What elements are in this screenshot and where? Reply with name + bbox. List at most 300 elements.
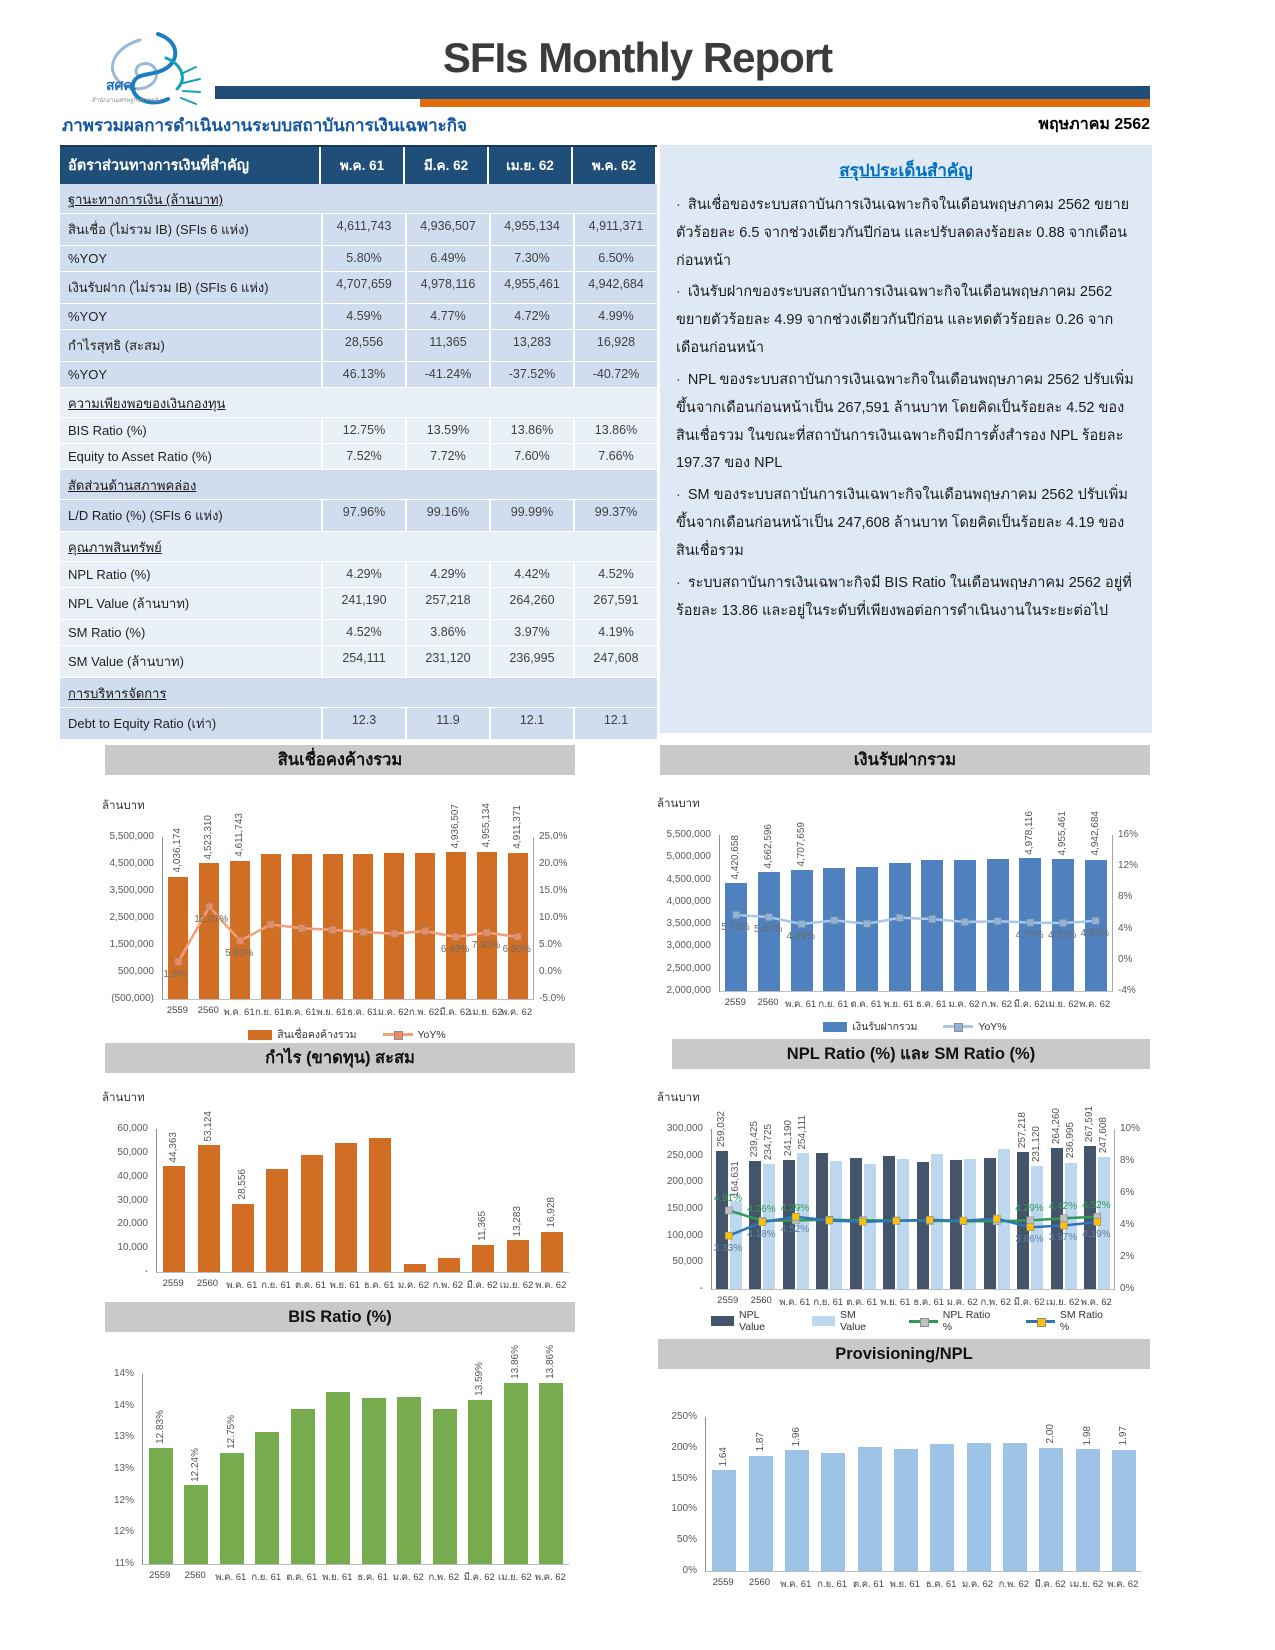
table-section-title: สัดส่วนด้านสภาพคล่อง (60, 470, 657, 500)
x-axis-label: 2560 (196, 1278, 219, 1289)
x-axis-label: ต.ค. 61 (286, 1572, 318, 1583)
y-axis-tick: 200,000 (666, 1176, 703, 1188)
bar-value-label: 257,218 (1017, 1111, 1029, 1148)
legend-item: สินเชื่อคงค้างรวม (248, 1026, 356, 1043)
table-row: %YOY 5.80% 6.49% 7.30% 6.50% (60, 246, 657, 272)
table-row: สินเชื่อ (ไม่รวม IB) (SFIs 6 แห่ง) 4,611,743 4,936,507 4,955,134 4,911,371 (60, 214, 657, 246)
x-axis-label: 2560 (757, 997, 779, 1008)
line-value-label: 5.47% (754, 924, 783, 936)
x-axis-label: ก.ย. 61 (817, 1579, 848, 1590)
x-axis-label: 2560 (197, 1005, 219, 1016)
y2-axis-tick: 12% (1118, 860, 1139, 872)
bar (255, 1432, 279, 1564)
deposits-chart (655, 775, 1155, 1037)
line-value-label: 7.30% (471, 939, 501, 951)
chart-title-npl-sm: NPL Ratio (%) และ SM Ratio (%) (672, 1039, 1150, 1069)
summary-title: สรุปประเด็นสำคัญ (839, 161, 973, 180)
bar-value-label: 12.83% (154, 1410, 166, 1445)
axis-unit-label: ล้านบาท (657, 798, 700, 810)
bar-value-label: 1.64 (718, 1446, 730, 1466)
table-section-title: คุณภาพสินทรัพย์ (60, 532, 657, 562)
x-axis-label: ก.ย. 61 (251, 1572, 282, 1583)
y2-axis-tick: 25.0% (539, 831, 568, 842)
x-axis-label: ม.ค. 62 (961, 1579, 994, 1590)
y2-axis-tick: 15.0% (539, 885, 568, 896)
y2-axis-tick: 10% (1120, 1123, 1141, 1134)
x-axis-label: ก.ย. 61 (261, 1280, 292, 1291)
chart-plot-area (162, 803, 534, 1000)
chart-plot-area (142, 1344, 569, 1565)
axis-unit-label: ล้านบาท (102, 800, 145, 812)
bar-value-label: 4,911,371 (511, 805, 523, 849)
y-axis-tick: 50% (676, 1534, 697, 1546)
chart-plot-area (705, 1417, 1142, 1572)
bar (539, 1383, 563, 1564)
x-axis-label: ก.พ. 62 (980, 1297, 1011, 1308)
bar-value-label: 234,725 (763, 1123, 775, 1160)
y-axis-tick: 300,000 (666, 1123, 703, 1134)
summary-bullet: · เงินรับฝากของระบบสถาบันการเงินเฉพาะกิจในเดือนพฤษภาคม 2562 ขยายตัวร้อยละ 4.99 จากช่วงเดียวกันปีก่อน และหดตัวร้อยละ 0.26 จากเดือนก่อนหน้า (676, 284, 1114, 357)
x-axis-label: ก.พ. 62 (432, 1280, 464, 1291)
table-row: Debt to Equity Ratio (เท่า) 12.3 11.9 12.1 12.1 (60, 708, 657, 740)
x-axis-label: เม.ย. 62 (1045, 999, 1079, 1010)
table-row: %YOY 46.13% -41.24% -37.52% -40.72% (60, 362, 657, 388)
line-value-label: 4.18% (747, 1229, 776, 1241)
y-axis-tick: 5,000,000 (666, 851, 711, 863)
y-axis-tick: 12% (113, 1494, 134, 1506)
bar (472, 1245, 494, 1272)
x-axis-label: ธ.ค. 61 (347, 1007, 378, 1018)
y-axis-tick: 4,500,000 (666, 873, 711, 885)
x-axis-label: ม.ค. 62 (946, 1297, 978, 1308)
bar-value-label: 236,995 (1064, 1122, 1076, 1159)
bar-value-label: 1.97 (1117, 1426, 1129, 1446)
bar-value-label: 4,611,743 (234, 813, 246, 857)
bar (712, 1470, 736, 1571)
x-axis-label: ม.ค. 62 (377, 1007, 409, 1018)
table-row: NPL Ratio (%) 4.29% 4.29% 4.42% 4.52% (60, 562, 657, 588)
x-axis-label: ต.ค. 61 (294, 1280, 326, 1291)
x-axis-label: พ.ค. 61 (780, 1579, 812, 1590)
y-axis-tick: 250% (671, 1411, 697, 1422)
y-axis-tick: 5,500,000 (666, 829, 711, 840)
bar (1076, 1449, 1100, 1571)
summary-box (660, 145, 1152, 733)
chart-legend (711, 1309, 1113, 1333)
x-axis-label: พ.ย. 61 (880, 1297, 911, 1308)
table-row: SM Value (ล้านบาท) 254,111 231,120 236,995 247,608 (60, 646, 657, 678)
x-axis-label: ต.ค. 61 (852, 1579, 884, 1590)
legend-line-swatch (909, 1320, 938, 1323)
x-axis-label: พ.ค. 61 (215, 1572, 247, 1583)
bis-ratio-chart (100, 1332, 582, 1590)
y2-axis-tick: 4% (1118, 922, 1133, 934)
legend-swatch (823, 1022, 847, 1032)
x-axis-label: มี.ค. 62 (463, 1572, 495, 1583)
x-axis-label: ธ.ค. 61 (925, 1579, 957, 1590)
orange-divider-bar (420, 99, 1150, 107)
table-row: เงินรับฝาก (ไม่รวม IB) (SFIs 6 แห่ง) 4,707,659 4,978,116 4,955,461 4,942,684 (60, 272, 657, 304)
legend-item: NPL Value (711, 1309, 786, 1333)
bar (821, 1453, 845, 1571)
bar (433, 1409, 457, 1564)
legend-line-swatch (1026, 1320, 1055, 1323)
bar (504, 1383, 528, 1564)
legend-item: NPL Ratio % (909, 1309, 1000, 1333)
line-value-label: 6.50% (502, 943, 531, 955)
y-axis-tick: 250,000 (666, 1149, 703, 1161)
y-axis-tick: 200% (671, 1441, 697, 1453)
line-value-label: 4.29% (780, 1203, 810, 1215)
table-section-title: การบริหารจัดการ (60, 678, 657, 708)
y2-axis-tick: 0% (1118, 953, 1133, 965)
line-value-label: 12.07% (194, 913, 229, 925)
x-axis-label: ธ.ค. 61 (357, 1572, 389, 1583)
bar-value-label: 4,420,658 (730, 834, 742, 880)
y-axis-tick: (500,000) (111, 993, 154, 1004)
bar-value-label: 4,662,596 (763, 823, 774, 869)
bar-value-label: 4,523,310 (203, 814, 215, 860)
bar (1039, 1448, 1063, 1571)
bar (266, 1169, 288, 1272)
bar-value-label: 264,260 (1050, 1107, 1062, 1145)
y-axis-tick: 11% (114, 1558, 134, 1569)
x-axis-label: 2560 (748, 1577, 771, 1588)
y2-axis-tick: 8% (1118, 891, 1133, 903)
bar (149, 1448, 173, 1564)
x-axis-label: ก.ย. 61 (813, 1297, 844, 1308)
legend-item: SM Value (812, 1309, 883, 1333)
x-axis-label: ธ.ค. 61 (913, 1297, 945, 1308)
y2-axis-tick: 0.0% (539, 966, 562, 977)
x-axis-label: ธ.ค. 61 (916, 999, 947, 1010)
line-value-label: 6.49% (440, 943, 470, 955)
y-axis-tick: 40,000 (117, 1170, 148, 1182)
line-value-label: 4.26% (747, 1203, 776, 1215)
x-axis-label: ม.ค. 62 (948, 999, 980, 1010)
bar (163, 1166, 185, 1272)
y-axis-tick: 30,000 (117, 1194, 148, 1206)
line-value-label: 4.91% (713, 1193, 743, 1205)
bar (749, 1456, 773, 1571)
report-month: พฤษภาคม 2562 (1038, 116, 1150, 133)
y-axis-tick: 500,000 (117, 966, 154, 977)
y-axis-tick: 100% (671, 1503, 697, 1515)
line-value-label: 4.72% (1048, 929, 1077, 941)
bar (541, 1232, 563, 1272)
y-axis-tick: 150% (671, 1472, 697, 1484)
x-axis-label: 2560 (750, 1295, 772, 1306)
summary-bullet: · ระบบสถาบันการเงินเฉพาะกิจมี BIS Ratio ในเดือนพฤษภาคม 2562 อยู่ที่ร้อยละ 13.86 และอยู่ในระดับที่เพียงพอต่อการดำเนินงานในระยะต่อไป (676, 574, 1132, 619)
x-axis-label: เม.ย. 62 (497, 1572, 532, 1583)
x-axis-label: ต.ค. 61 (850, 999, 882, 1010)
table-row: %YOY 4.59% 4.77% 4.72% 4.99% (60, 304, 657, 330)
chart-plot-area (719, 810, 1113, 992)
bar (894, 1449, 918, 1571)
bar-value-label: 12.24% (190, 1447, 202, 1482)
bar (301, 1155, 323, 1272)
bar-value-label: 13.86% (545, 1344, 557, 1379)
y2-axis-tick: 10.0% (539, 912, 568, 923)
summary-bullets (676, 192, 1136, 625)
x-axis-label: พ.ค. 62 (1107, 1579, 1139, 1590)
x-axis-label: 2560 (184, 1570, 206, 1581)
y-axis-tick: 60,000 (117, 1123, 148, 1134)
x-axis-label: พ.ค. 61 (785, 999, 817, 1010)
x-axis-label: มี.ค. 62 (439, 1007, 471, 1018)
line-value-label: 3.97% (1048, 1232, 1078, 1244)
legend-item: SM Ratio % (1026, 1309, 1113, 1333)
bar-value-label: 231,120 (1031, 1125, 1043, 1162)
y2-axis-tick: 0% (1120, 1283, 1135, 1294)
x-axis-label: พ.ค. 61 (779, 1297, 811, 1308)
chart-legend (719, 1018, 1111, 1035)
x-axis-label: ม.ค. 62 (392, 1572, 424, 1583)
y-axis-tick: 10,000 (117, 1242, 148, 1254)
line-value-label: 4.29% (1015, 1203, 1044, 1215)
bar (335, 1143, 357, 1272)
logo-text: สศค. (106, 77, 137, 93)
legend-line-swatch (383, 1033, 413, 1036)
y2-axis-tick: 4% (1120, 1219, 1135, 1230)
line-value-label: 4.59% (786, 930, 816, 942)
bar (397, 1397, 421, 1564)
report-subtitle: ภาพรวมผลการดำเนินงานระบบสถาบันการเงินเฉพาะกิจ (62, 116, 467, 135)
bar (785, 1450, 809, 1571)
axis-unit-label: ล้านบาท (102, 1092, 145, 1104)
bar-value-label: 4,707,659 (795, 821, 807, 867)
line-value-label: 4.99% (1080, 927, 1110, 939)
x-axis-label: พ.ย. 61 (883, 999, 914, 1010)
x-axis-label: พ.ค. 61 (226, 1280, 258, 1291)
x-axis-label: พ.ค. 62 (501, 1007, 533, 1018)
bar-value-label: 13.59% (474, 1362, 486, 1396)
bar-value-label: 4,955,134 (480, 803, 492, 848)
bar-value-label: 1.96 (790, 1426, 802, 1447)
bar (468, 1400, 492, 1564)
x-axis-label: พ.ค. 62 (1079, 999, 1111, 1010)
bar (198, 1145, 220, 1272)
line-value-label: 1.9% (163, 968, 187, 980)
x-axis-label: มี.ค. 62 (1013, 1297, 1045, 1308)
y2-axis-tick: -4% (1118, 985, 1136, 996)
table-row: SM Ratio (%) 4.52% 3.86% 3.97% 4.19% (60, 620, 657, 646)
y-axis-tick: 20,000 (117, 1218, 148, 1230)
bar-value-label: 1.87 (754, 1432, 766, 1452)
x-axis-label: ก.พ. 62 (998, 1579, 1030, 1590)
y-axis-tick: 2,500,000 (666, 962, 711, 974)
y-axis-tick: - (144, 1266, 148, 1277)
x-axis-label: 2559 (712, 1577, 734, 1588)
bar-value-label: 259,032 (715, 1110, 727, 1147)
bar-value-label: 254,111 (796, 1114, 808, 1150)
y-axis-tick: 2,000,000 (666, 985, 711, 996)
line-value-label: 4.42% (1048, 1201, 1078, 1213)
x-axis-label: พ.ย. 61 (316, 1007, 347, 1018)
y-axis-tick: 3,500,000 (109, 885, 154, 896)
line-value-label: 4.52% (780, 1223, 810, 1235)
x-axis-label: ต.ค. 61 (846, 1297, 878, 1308)
chart-plot-area (711, 1106, 1115, 1290)
npl-sm-ratio-chart (655, 1069, 1155, 1335)
chart-title-deposits: เงินรับฝากรวม (660, 745, 1150, 775)
y2-axis-tick: 20.0% (539, 858, 568, 869)
legend-item: เงินรับฝากรวม (823, 1018, 917, 1035)
x-axis-label: ก.พ. 62 (428, 1572, 459, 1583)
summary-bullet: · SM ของระบบสถาบันการเงินเฉพาะกิจในเดือนพฤษภาคม 2562 ปรับเพิ่มขึ้นจากเดือนก่อนหน้าเป็น 247,608 ล้านบาท โดยคิดเป็นร้อยละ 4.19 ของสินเชื่อรวม (676, 487, 1128, 559)
bar-value-label: 247,608 (1098, 1116, 1110, 1153)
bar-value-label: 239,425 (749, 1121, 761, 1158)
x-axis-label: เม.ย. 62 (499, 1280, 534, 1291)
y2-axis-tick: 8% (1120, 1155, 1135, 1166)
x-axis-label: มี.ค. 62 (466, 1280, 498, 1291)
bar (858, 1447, 882, 1571)
x-axis-label: พ.ย. 61 (889, 1579, 920, 1590)
x-axis-label: พ.ค. 62 (534, 1572, 566, 1583)
x-axis-label: 2559 (149, 1570, 171, 1581)
cumulative-profit-chart (100, 1073, 582, 1298)
x-axis-label: มี.ค. 62 (1013, 999, 1045, 1010)
y2-axis-tick: 5.0% (539, 939, 562, 950)
y-axis-tick: 4,000,000 (666, 895, 711, 907)
x-axis-label: ต.ค. 61 (285, 1007, 317, 1018)
bar (507, 1240, 529, 1272)
x-axis-label: ม.ค. 62 (397, 1280, 430, 1291)
y-axis-tick: - (699, 1283, 703, 1294)
x-axis-label: พ.ค. 61 (223, 1007, 255, 1018)
y-axis-tick: 3,500,000 (666, 918, 711, 930)
bar (291, 1409, 315, 1564)
bar-value-label: 13.86% (509, 1344, 521, 1379)
legend-line-swatch (943, 1025, 973, 1028)
bar-value-label: 44,363 (168, 1131, 180, 1163)
loans-outstanding-chart (100, 775, 582, 1045)
bar-value-label: 12.75% (225, 1415, 237, 1450)
x-axis-label: พ.ค. 62 (1080, 1297, 1112, 1308)
y-axis-tick: 13% (113, 1463, 134, 1474)
bar-value-label: 11,365 (477, 1211, 489, 1241)
x-axis-label: ก.พ. 62 (981, 999, 1012, 1010)
y2-axis-tick: 2% (1120, 1251, 1135, 1262)
y-axis-tick: 13% (113, 1431, 134, 1443)
line-value-label: 4.52% (1082, 1199, 1111, 1211)
y-axis-tick: 3,000,000 (666, 940, 711, 952)
chart-title-profit: กำไร (ขาดทุน) สะสม (105, 1043, 575, 1073)
y-axis-tick: 50,000 (672, 1256, 703, 1268)
summary-bullet: · สินเชื่อของระบบสถาบันการเงินเฉพาะกิจในเดือนพฤษภาคม 2562 ขยายตัวร้อยละ 6.5 จากช่วงเดียวกันปีก่อน และปรับลดลงร้อยละ 0.88 จากเดือนก่อนหน้า (676, 197, 1130, 269)
chart-title-loans: สินเชื่อคงค้างรวม (105, 745, 575, 775)
bar (404, 1264, 426, 1272)
bar-value-label: 164,631 (729, 1161, 741, 1198)
bar (1003, 1443, 1027, 1571)
x-axis-label: เม.ย. 62 (1069, 1579, 1104, 1590)
x-axis-label: 2559 (166, 1005, 188, 1016)
bar (326, 1392, 350, 1564)
x-axis-label: ก.ย. 61 (818, 999, 849, 1010)
bar-value-label: 4,955,461 (1057, 810, 1068, 856)
navy-divider-bar (215, 86, 1150, 99)
axis-unit-label: ล้านบาท (657, 1092, 700, 1104)
line-value-label: 3.33% (713, 1242, 743, 1254)
chart-plot-area (156, 1110, 569, 1273)
legend-item: YoY% (943, 1021, 1006, 1033)
x-axis-label: 2559 (724, 997, 746, 1008)
chart-legend (162, 1026, 532, 1043)
table-row: Equity to Asset Ratio (%) 7.52% 7.72% 7.60% 7.66% (60, 444, 657, 470)
y-axis-tick: 2,500,000 (109, 912, 154, 923)
x-axis-label: มี.ค. 62 (1034, 1579, 1066, 1590)
bar-value-label: 4,936,507 (449, 803, 461, 849)
x-axis-label: ก.ย. 61 (255, 1007, 285, 1018)
y-axis-tick: 5,500,000 (109, 831, 154, 842)
bar (220, 1453, 244, 1564)
x-axis-label: ธ.ค. 61 (363, 1280, 395, 1291)
bar (232, 1204, 254, 1272)
table-section-title: ฐานะทางการเงิน (ล้านบาท) (60, 184, 657, 214)
legend-swatch (248, 1030, 272, 1040)
y-axis-tick: 0% (682, 1565, 697, 1576)
table-row: BIS Ratio (%) 12.75% 13.59% 13.86% 13.86% (60, 418, 657, 444)
x-axis-label: พ.ย. 61 (322, 1572, 353, 1583)
financial-table (60, 145, 657, 740)
bar-value-label: 4,036,174 (172, 828, 184, 873)
y-axis-tick: 1,500,000 (109, 939, 154, 950)
x-axis-label: 2559 (162, 1278, 184, 1289)
table-row: กำไรสุทธิ (สะสม) 28,556 11,365 13,283 16,928 (60, 330, 657, 362)
y-axis-tick: 50,000 (117, 1146, 148, 1158)
legend-item: YoY% (383, 1029, 446, 1041)
bar-value-label: 28,556 (236, 1169, 248, 1200)
y2-axis-tick: 16% (1118, 829, 1139, 840)
x-axis-label: พ.ย. 61 (329, 1280, 360, 1291)
bar-value-label: 13,283 (511, 1205, 523, 1237)
x-axis-label: ก.พ. 62 (408, 1007, 440, 1018)
bar-value-label: 4,978,116 (1024, 810, 1036, 855)
x-axis-label: พ.ค. 62 (535, 1280, 567, 1291)
logo-subtext: สำนักงานเศรษฐกิจการคลัง (92, 98, 162, 104)
legend-swatch (812, 1316, 835, 1326)
chart-title-provisioning: Provisioning/NPL (658, 1339, 1150, 1369)
y2-axis-tick: 6% (1120, 1187, 1135, 1198)
chart-title-bis: BIS Ratio (%) (105, 1302, 575, 1332)
summary-bullet: · NPL ของระบบสถาบันการเงินเฉพาะกิจในเดือนพฤษภาคม 2562 ปรับเพิ่มขึ้นจากเดือนก่อนหน้าเป็น 267,591 ล้านบาท โดยคิดเป็นร้อยละ 4.52 ของสินเชื่อรวม ในขณะที่สถาบันการเงินเฉพาะกิจมีการตั้งสำรอง NPL ร้อยละ 197.37 ของ NPL (676, 371, 1134, 472)
line-value-label: 4.77% (1015, 929, 1044, 941)
table-row: L/D Ratio (%) (SFIs 6 แห่ง) 97.96% 99.16% 99.99% 99.37% (60, 500, 657, 532)
x-axis-label: เม.ย. 62 (1045, 1297, 1080, 1308)
line-value-label: 4.19% (1082, 1228, 1111, 1240)
bar-value-label: 1.98 (1081, 1425, 1093, 1446)
bar-value-label: 267,591 (1084, 1106, 1096, 1143)
x-axis-label: เม.ย. 62 (468, 1007, 503, 1018)
table-header-row: อัตราส่วนทางการเงินที่สำคัญ พ.ค. 61 มี.ค. 62 เม.ย. 62 พ.ค. 62 (60, 147, 657, 184)
provisioning-npl-chart (655, 1369, 1155, 1597)
bar (438, 1258, 460, 1272)
line-value-label: 5.74% (721, 922, 750, 934)
bar-value-label: 241,190 (782, 1120, 794, 1157)
y-axis-tick: 4,500,000 (109, 858, 154, 869)
bar-value-label: 2.00 (1045, 1424, 1057, 1444)
table-row: NPL Value (ล้านบาท) 241,190 257,218 264,260 267,591 (60, 588, 657, 620)
bar-value-label: 4,942,684 (1089, 811, 1101, 856)
line-value-label: 5.80% (225, 947, 254, 959)
table-section-title: ความเพียงพอของเงินกองทุน (60, 388, 657, 418)
bar-value-label: 53,124 (202, 1110, 214, 1142)
page-title: SFIs Monthly Report (442, 34, 833, 81)
y-axis-tick: 150,000 (666, 1203, 703, 1214)
y-axis-tick: 12% (113, 1526, 134, 1538)
line-value-label: 3.86% (1015, 1234, 1044, 1246)
bar (369, 1138, 391, 1272)
